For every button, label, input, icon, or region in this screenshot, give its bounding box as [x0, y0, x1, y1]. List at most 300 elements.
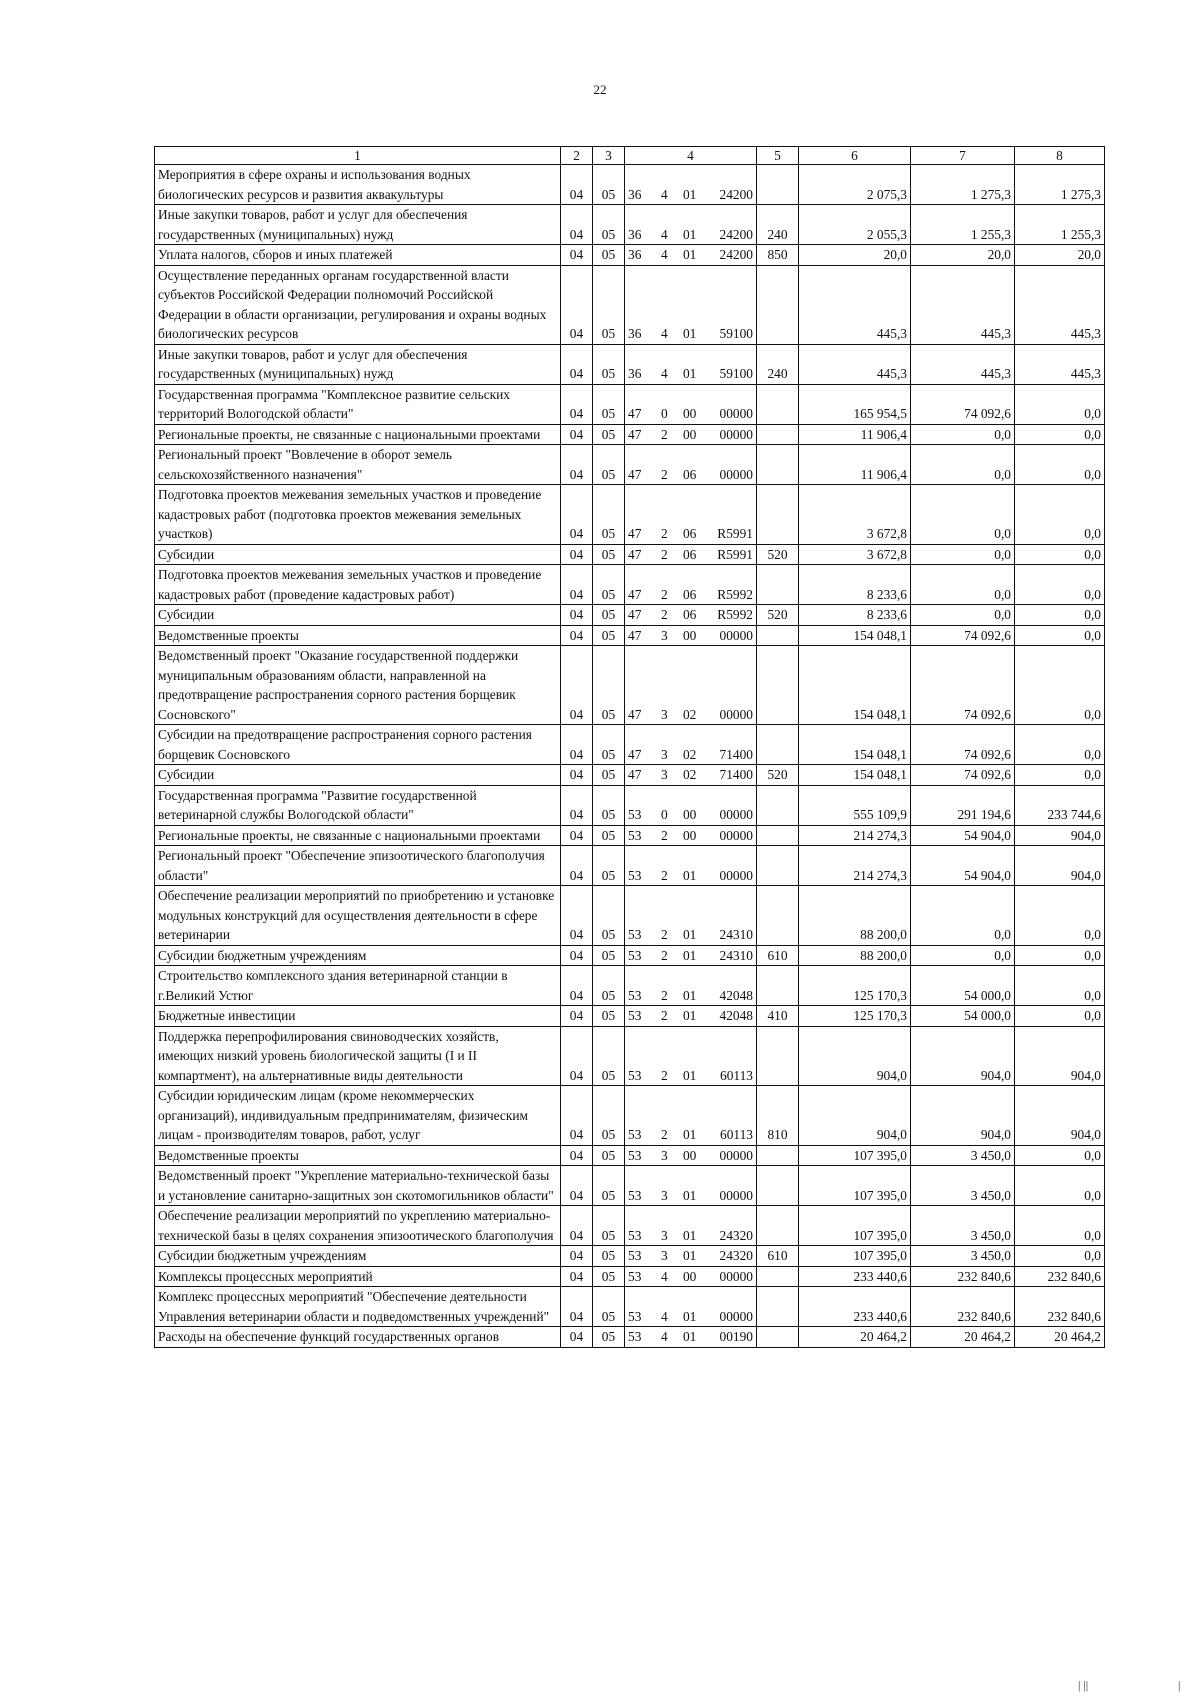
subprogram-code: 2 [660, 827, 668, 843]
subsection-code: 05 [593, 445, 625, 485]
direction-code: R5992 [717, 607, 753, 622]
section-code: 04 [561, 1246, 593, 1267]
amount-col6: 88 200,0 [799, 886, 911, 946]
amount-col6: 2 055,3 [799, 205, 911, 245]
measure-code: 01 [682, 987, 697, 1003]
section-code: 04 [561, 1086, 593, 1146]
amount-col7: 0,0 [911, 485, 1015, 545]
direction-code: 24310 [719, 927, 753, 942]
program-code: 36 [628, 247, 642, 262]
expense-type-code [757, 625, 799, 646]
table-body [155, 165, 1105, 1348]
measure-code: 01 [682, 226, 697, 242]
expense-type-code [757, 1145, 799, 1166]
program-code: 53 [628, 1227, 642, 1243]
section-code: 04 [561, 886, 593, 946]
item-name: Ведомственный проект "Оказание государственной поддержки муниципальным образованиям области, направленной на предотвращение распространения сорного растения борщевик Сосновского" [155, 646, 561, 725]
subprogram-code: 3 [660, 1248, 668, 1263]
direction-code: 24200 [719, 226, 753, 242]
amount-col8: 233 744,6 [1015, 785, 1105, 825]
scan-edge-mark: | [1178, 1678, 1181, 1692]
amount-col7: 3 450,0 [911, 1206, 1015, 1246]
amount-col6: 154 048,1 [799, 725, 911, 765]
amount-col8: 0,0 [1015, 485, 1105, 545]
item-name: Комплекс процессных мероприятий "Обеспечение деятельности Управления ветеринарии области и подведомственных учреждений" [155, 1287, 561, 1327]
amount-col6: 107 395,0 [799, 1206, 911, 1246]
target-article-code [625, 165, 757, 205]
subprogram-code: 0 [660, 406, 668, 421]
subsection-code: 05 [593, 1086, 625, 1146]
subsection-code: 05 [593, 846, 625, 886]
amount-col6: 107 395,0 [799, 1246, 911, 1267]
amount-col8: 445,3 [1015, 344, 1105, 384]
subprogram-code: 2 [660, 607, 668, 622]
subsection-code: 05 [593, 485, 625, 545]
target-article-code [625, 846, 757, 886]
table-row [155, 785, 1105, 825]
program-code: 47 [628, 406, 642, 421]
program-code: 47 [628, 607, 642, 622]
amount-col6: 214 274,3 [799, 846, 911, 886]
section-code: 04 [561, 1026, 593, 1086]
item-name: Государственная программа "Развитие государственной ветеринарной службы Вологодской области" [155, 785, 561, 825]
program-code: 47 [628, 586, 642, 602]
target-article-code [625, 1166, 757, 1206]
measure-code: 06 [682, 466, 697, 482]
section-code: 04 [561, 646, 593, 725]
measure-code: 00 [682, 1268, 697, 1284]
header-cell: 7 [911, 147, 1015, 165]
amount-col8: 904,0 [1015, 1086, 1105, 1146]
table-row [155, 1006, 1105, 1027]
amount-col8: 0,0 [1015, 625, 1105, 646]
table-row [155, 245, 1105, 266]
direction-code: 00000 [719, 426, 753, 442]
table-row [155, 1327, 1105, 1348]
amount-col6: 233 440,6 [799, 1266, 911, 1287]
item-name: Субсидии на предотвращение распространения сорного растения борщевик Сосновского [155, 725, 561, 765]
section-code: 04 [561, 945, 593, 966]
direction-code: 00000 [719, 827, 753, 843]
amount-col7: 0,0 [911, 544, 1015, 565]
target-article-code [625, 565, 757, 605]
section-code: 04 [561, 424, 593, 445]
subprogram-code: 2 [660, 526, 668, 541]
amount-col8: 904,0 [1015, 1026, 1105, 1086]
measure-code: 01 [682, 1308, 697, 1324]
measure-code: 01 [682, 1067, 697, 1083]
item-name: Субсидии [155, 765, 561, 786]
direction-code: R5991 [717, 526, 753, 541]
item-name: Субсидии бюджетным учреждениям [155, 945, 561, 966]
table-row [155, 886, 1105, 946]
expense-type-code: 240 [757, 205, 799, 245]
section-code: 04 [561, 344, 593, 384]
item-name: Региональные проекты, не связанные с национальными проектами [155, 424, 561, 445]
program-code: 47 [628, 526, 642, 541]
amount-col8: 1 275,3 [1015, 165, 1105, 205]
item-name: Иные закупки товаров, работ и услуг для обеспечения государственных (муниципальных) нужд [155, 344, 561, 384]
table-row [155, 725, 1105, 765]
amount-col7: 445,3 [911, 265, 1015, 344]
amount-col6: 2 075,3 [799, 165, 911, 205]
subsection-code: 05 [593, 966, 625, 1006]
measure-code: 01 [682, 867, 697, 883]
expense-type-code [757, 785, 799, 825]
amount-col6: 11 906,4 [799, 445, 911, 485]
target-article-code [625, 384, 757, 424]
amount-col6: 8 233,6 [799, 565, 911, 605]
section-code: 04 [561, 265, 593, 344]
table-row [155, 445, 1105, 485]
expense-type-code: 850 [757, 245, 799, 266]
amount-col8: 904,0 [1015, 846, 1105, 886]
measure-code: 01 [682, 326, 697, 341]
target-article-code [625, 966, 757, 1006]
expense-type-code [757, 825, 799, 846]
subsection-code: 05 [593, 605, 625, 626]
amount-col8: 1 255,3 [1015, 205, 1105, 245]
table-row [155, 265, 1105, 344]
subsection-code: 05 [593, 245, 625, 266]
measure-code: 01 [682, 1248, 697, 1263]
direction-code: 00190 [719, 1329, 753, 1344]
subprogram-code: 3 [660, 627, 668, 643]
amount-col6: 20 464,2 [799, 1327, 911, 1348]
subsection-code: 05 [593, 1026, 625, 1086]
program-code: 36 [628, 366, 642, 381]
target-article-code [625, 1145, 757, 1166]
amount-col7: 54 000,0 [911, 966, 1015, 1006]
item-name: Обеспечение реализации мероприятий по приобретению и установке модульных конструкций для осуществления деятельности в сфере ветеринарии [155, 886, 561, 946]
direction-code: 71400 [719, 767, 753, 782]
subsection-code: 05 [593, 565, 625, 605]
amount-col6: 165 954,5 [799, 384, 911, 424]
subsection-code: 05 [593, 825, 625, 846]
subsection-code: 05 [593, 544, 625, 565]
direction-code: 00000 [719, 627, 753, 643]
amount-col7: 904,0 [911, 1086, 1015, 1146]
amount-col6: 88 200,0 [799, 945, 911, 966]
amount-col6: 3 672,8 [799, 485, 911, 545]
amount-col7: 20 464,2 [911, 1327, 1015, 1348]
item-name: Бюджетные инвестиции [155, 1006, 561, 1027]
item-name: Субсидии [155, 544, 561, 565]
expense-type-code [757, 966, 799, 1006]
item-name: Иные закупки товаров, работ и услуг для обеспечения государственных (муниципальных) нужд [155, 205, 561, 245]
subprogram-code: 3 [660, 746, 668, 762]
program-code: 53 [628, 1187, 642, 1203]
expense-type-code [757, 445, 799, 485]
section-code: 04 [561, 825, 593, 846]
amount-col7: 1 255,3 [911, 205, 1015, 245]
section-code: 04 [561, 605, 593, 626]
measure-code: 00 [682, 406, 697, 421]
section-code: 04 [561, 765, 593, 786]
amount-col7: 74 092,6 [911, 625, 1015, 646]
measure-code: 06 [682, 607, 697, 622]
amount-col6: 154 048,1 [799, 765, 911, 786]
section-code: 04 [561, 384, 593, 424]
expense-type-code [757, 1327, 799, 1348]
target-article-code [625, 245, 757, 266]
subsection-code: 05 [593, 1266, 625, 1287]
amount-col7: 291 194,6 [911, 785, 1015, 825]
measure-code: 06 [682, 546, 697, 562]
subsection-code: 05 [593, 765, 625, 786]
amount-col6: 125 170,3 [799, 1006, 911, 1027]
section-code: 04 [561, 1166, 593, 1206]
section-code: 04 [561, 445, 593, 485]
section-code: 04 [561, 1145, 593, 1166]
amount-col8: 445,3 [1015, 265, 1105, 344]
amount-col7: 3 450,0 [911, 1145, 1015, 1166]
expense-type-code: 520 [757, 605, 799, 626]
target-article-code [625, 1327, 757, 1348]
direction-code: R5992 [717, 586, 753, 602]
target-article-code [625, 765, 757, 786]
expense-type-code: 240 [757, 344, 799, 384]
target-article-code [625, 544, 757, 565]
direction-code: 00000 [719, 867, 753, 883]
amount-col7: 74 092,6 [911, 765, 1015, 786]
amount-col8: 0,0 [1015, 1206, 1105, 1246]
amount-col7: 54 904,0 [911, 846, 1015, 886]
table-row [155, 945, 1105, 966]
subprogram-code: 2 [660, 1067, 668, 1083]
amount-col6: 20,0 [799, 245, 911, 266]
program-code: 47 [628, 627, 642, 643]
amount-col7: 0,0 [911, 605, 1015, 626]
subsection-code: 05 [593, 165, 625, 205]
subprogram-code: 4 [660, 247, 668, 262]
measure-code: 00 [682, 627, 697, 643]
amount-col6: 904,0 [799, 1026, 911, 1086]
table-row [155, 1266, 1105, 1287]
direction-code: R5991 [717, 546, 753, 562]
subprogram-code: 2 [660, 426, 668, 442]
direction-code: 00000 [719, 807, 753, 822]
program-code: 47 [628, 706, 642, 722]
amount-col7: 904,0 [911, 1026, 1015, 1086]
measure-code: 00 [682, 426, 697, 442]
amount-col6: 8 233,6 [799, 605, 911, 626]
subsection-code: 05 [593, 945, 625, 966]
amount-col7: 445,3 [911, 344, 1015, 384]
subsection-code: 05 [593, 1006, 625, 1027]
direction-code: 00000 [719, 706, 753, 722]
header-cell: 2 [561, 147, 593, 165]
subprogram-code: 3 [660, 1187, 668, 1203]
amount-col6: 11 906,4 [799, 424, 911, 445]
expense-type-code [757, 1166, 799, 1206]
program-code: 53 [628, 987, 642, 1003]
amount-col8: 0,0 [1015, 725, 1105, 765]
subsection-code: 05 [593, 1166, 625, 1206]
subprogram-code: 3 [660, 1147, 668, 1163]
item-name: Комплексы процессных мероприятий [155, 1266, 561, 1287]
program-code: 53 [628, 827, 642, 843]
amount-col8: 0,0 [1015, 384, 1105, 424]
subsection-code: 05 [593, 785, 625, 825]
program-code: 36 [628, 226, 642, 242]
table-row [155, 605, 1105, 626]
direction-code: 24200 [719, 247, 753, 262]
expense-type-code: 610 [757, 1246, 799, 1267]
subprogram-code: 4 [660, 226, 668, 242]
amount-col8: 0,0 [1015, 886, 1105, 946]
direction-code: 24320 [719, 1227, 753, 1243]
table-row [155, 205, 1105, 245]
measure-code: 01 [682, 927, 697, 942]
subsection-code: 05 [593, 424, 625, 445]
expense-type-code [757, 846, 799, 886]
direction-code: 59100 [719, 366, 753, 381]
subprogram-code: 3 [660, 1227, 668, 1243]
table-row [155, 1026, 1105, 1086]
subsection-code: 05 [593, 625, 625, 646]
section-code: 04 [561, 1287, 593, 1327]
expense-type-code: 410 [757, 1006, 799, 1027]
amount-col8: 0,0 [1015, 1246, 1105, 1267]
amount-col8: 0,0 [1015, 1166, 1105, 1206]
amount-col7: 0,0 [911, 445, 1015, 485]
header-cell: 8 [1015, 147, 1105, 165]
expense-type-code [757, 1287, 799, 1327]
item-name: Ведомственные проекты [155, 1145, 561, 1166]
amount-col6: 233 440,6 [799, 1287, 911, 1327]
subsection-code: 05 [593, 1327, 625, 1348]
direction-code: 24320 [719, 1248, 753, 1263]
table-row [155, 565, 1105, 605]
measure-code: 02 [682, 706, 697, 722]
measure-code: 01 [682, 947, 697, 963]
direction-code: 00000 [719, 1268, 753, 1284]
measure-code: 01 [682, 1329, 697, 1344]
subprogram-code: 4 [660, 1308, 668, 1324]
direction-code: 59100 [719, 326, 753, 341]
measure-code: 02 [682, 767, 697, 782]
direction-code: 42048 [719, 987, 753, 1003]
scan-edge-mark: | || [1078, 1678, 1089, 1692]
subprogram-code: 4 [660, 186, 668, 202]
amount-col7: 20,0 [911, 245, 1015, 266]
measure-code: 00 [682, 1147, 697, 1163]
direction-code: 00000 [719, 406, 753, 421]
program-code: 53 [628, 1127, 642, 1142]
item-name: Субсидии [155, 605, 561, 626]
subprogram-code: 4 [660, 326, 668, 341]
target-article-code [625, 646, 757, 725]
section-code: 04 [561, 1327, 593, 1348]
item-name: Поддержка перепрофилирования свиноводческих хозяйств, имеющих низкий уровень биологической защиты (I и II компартмент), на альтернативные виды деятельности [155, 1026, 561, 1086]
amount-col8: 0,0 [1015, 565, 1105, 605]
section-code: 04 [561, 245, 593, 266]
subprogram-code: 2 [660, 1127, 668, 1142]
amount-col7: 0,0 [911, 886, 1015, 946]
program-code: 53 [628, 1067, 642, 1083]
amount-col7: 1 275,3 [911, 165, 1015, 205]
target-article-code [625, 1006, 757, 1027]
subsection-code: 05 [593, 646, 625, 725]
section-code: 04 [561, 1006, 593, 1027]
table-row [155, 1246, 1105, 1267]
expense-type-code: 520 [757, 544, 799, 565]
header-row [155, 147, 1105, 165]
section-code: 04 [561, 565, 593, 605]
table-row [155, 424, 1105, 445]
section-code: 04 [561, 485, 593, 545]
header-cell: 1 [155, 147, 561, 165]
subprogram-code: 2 [660, 586, 668, 602]
target-article-code [625, 625, 757, 646]
amount-col6: 445,3 [799, 265, 911, 344]
amount-col7: 74 092,6 [911, 646, 1015, 725]
amount-col8: 0,0 [1015, 544, 1105, 565]
section-code: 04 [561, 544, 593, 565]
amount-col7: 232 840,6 [911, 1287, 1015, 1327]
program-code: 53 [628, 1329, 642, 1344]
subprogram-code: 3 [660, 706, 668, 722]
subsection-code: 05 [593, 725, 625, 765]
table-row [155, 1145, 1105, 1166]
amount-col7: 0,0 [911, 945, 1015, 966]
measure-code: 00 [682, 827, 697, 843]
target-article-code [625, 945, 757, 966]
table-row [155, 544, 1105, 565]
amount-col8: 0,0 [1015, 945, 1105, 966]
subsection-code: 05 [593, 1287, 625, 1327]
amount-col8: 0,0 [1015, 1145, 1105, 1166]
item-name: Осуществление переданных органам государственной власти субъектов Российской Федерации полномочий Российской Федерации в области организации, регулирования и охраны водных биологических ресурсов [155, 265, 561, 344]
subsection-code: 05 [593, 344, 625, 384]
measure-code: 06 [682, 526, 697, 541]
expense-type-code [757, 565, 799, 605]
expense-type-code [757, 384, 799, 424]
amount-col8: 232 840,6 [1015, 1287, 1105, 1327]
amount-col7: 232 840,6 [911, 1266, 1015, 1287]
expense-type-code: 610 [757, 945, 799, 966]
expense-type-code [757, 646, 799, 725]
table-row [155, 384, 1105, 424]
subprogram-code: 2 [660, 927, 668, 942]
direction-code: 00000 [719, 1308, 753, 1324]
table-row [155, 344, 1105, 384]
section-code: 04 [561, 205, 593, 245]
direction-code: 60113 [720, 1127, 753, 1142]
table-row [155, 1287, 1105, 1327]
target-article-code [625, 785, 757, 825]
amount-col8: 0,0 [1015, 966, 1105, 1006]
item-name: Строительство комплексного здания ветеринарной станции в г.Великий Устюг [155, 966, 561, 1006]
amount-col6: 154 048,1 [799, 625, 911, 646]
section-code: 04 [561, 1206, 593, 1246]
subprogram-code: 2 [660, 947, 668, 963]
measure-code: 01 [682, 247, 697, 262]
item-name: Подготовка проектов межевания земельных участков и проведение кадастровых работ (подготовка проектов межевания земельных участков) [155, 485, 561, 545]
expense-type-code [757, 1206, 799, 1246]
subprogram-code: 4 [660, 1268, 668, 1284]
item-name: Расходы на обеспечение функций государственных органов [155, 1327, 561, 1348]
target-article-code [625, 1246, 757, 1267]
page-number: 22 [593, 82, 607, 97]
expense-type-code [757, 886, 799, 946]
program-code: 53 [628, 1248, 642, 1263]
expense-type-code: 520 [757, 765, 799, 786]
table-row [155, 165, 1105, 205]
expense-type-code: 810 [757, 1086, 799, 1146]
header-cell: 5 [757, 147, 799, 165]
